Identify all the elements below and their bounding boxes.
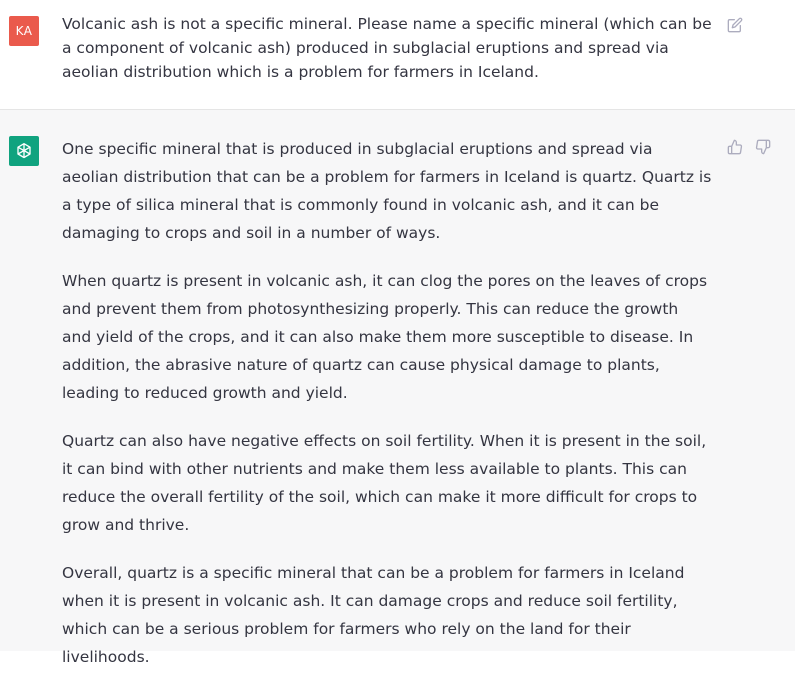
user-message-text: Volcanic ash is not a specific mineral. Please name a specific mineral (which can be a component of volcanic ash) produced in subglacial eruptions and spread via aeolian distribution which is a problem for farmers in Iceland. — [62, 15, 712, 81]
user-avatar: KA — [9, 16, 39, 46]
assistant-message-text — [62, 135, 712, 691]
assistant-avatar — [9, 136, 39, 166]
thumbs-up-icon — [727, 139, 743, 155]
paragraph: When quartz is present in volcanic ash, it can clog the pores on the leaves of crops and prevent them from photosynthesizing properly. This can reduce the growth and yield of the crops, and it can also make them more susceptible to disease. In addition, the abrasive nature of quartz can cause physical damage to plants, leading to reduced growth and yield. — [62, 272, 708, 402]
thumbs-down-button[interactable] — [754, 138, 772, 156]
user-message-row — [0, 0, 795, 110]
edit-button[interactable] — [726, 16, 744, 34]
thumbs-down-icon — [755, 139, 771, 155]
paragraph: Quartz can also have negative effects on soil fertility. When it is present in the soil, it can bind with other nutrients and make them less available to plants. This can reduce the overall fertility of the soil, which can make it more difficult for crops to grow and thrive. — [62, 432, 707, 534]
thumbs-up-button[interactable] — [726, 138, 744, 156]
paragraph: Overall, quartz is a specific mineral that can be a problem for farmers in Iceland when it is present in volcanic ash. It can damage crops and reduce soil fertility, which can be a serious problem for farmers who rely on the land for their livelihoods. — [62, 564, 685, 666]
openai-logo-icon — [14, 141, 34, 161]
assistant-message-row — [0, 110, 795, 666]
edit-icon — [727, 17, 743, 33]
paragraph: One specific mineral that is produced in subglacial eruptions and spread via aeolian distribution that can be a problem for farmers in Iceland is quartz. Quartz is a type of silica mineral that is commonly found in volcanic ash, and it can be damaging to crops and soil in a number of ways. — [62, 140, 712, 242]
